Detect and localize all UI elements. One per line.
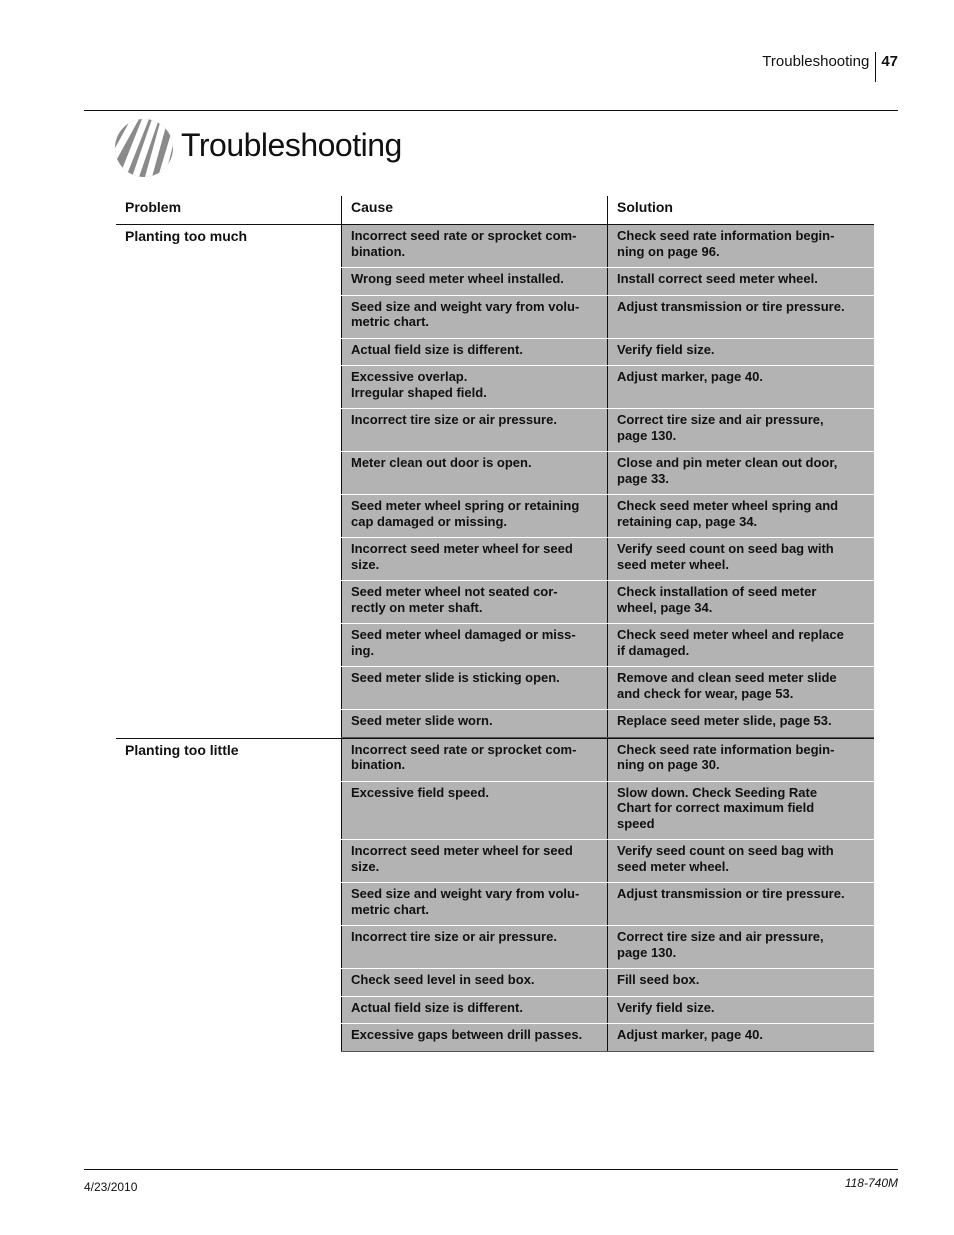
table-row [341,624,874,667]
cause-cell: Seed meter wheel damaged or miss- ing. [341,624,607,666]
solution-cell: Verify seed count on seed bag with seed meter wheel. [607,840,874,882]
cause-solution-rows [341,739,874,1052]
solution-cell: Adjust marker, page 40. [607,1024,874,1051]
table-row [341,1024,874,1052]
column-header-problem: Problem [125,199,182,215]
column-header-solution: Solution [607,196,874,224]
cause-cell: Incorrect seed meter wheel for seed size. [341,538,607,580]
cause-cell: Seed meter wheel spring or retaining cap damaged or missing. [341,495,607,537]
cause-cell: Seed meter slide worn. [341,710,607,737]
problem-group [116,225,874,738]
cause-cell: Seed meter wheel not seated cor- rectly on meter shaft. [341,581,607,623]
solution-cell: Verify field size. [607,339,874,366]
cause-cell: Check seed level in seed box. [341,969,607,996]
solution-cell: Adjust marker, page 40. [607,366,874,408]
running-header [762,52,898,82]
solution-cell: Fill seed box. [607,969,874,996]
table-row [341,710,874,738]
table-row [341,366,874,409]
cause-cell: Incorrect tire size or air pressure. [341,926,607,968]
footer-date: 4/23/2010 [84,1180,138,1194]
table-row [341,883,874,926]
page-title: Troubleshooting [181,127,402,163]
problem-cell: Planting too much [125,228,248,244]
solution-cell: Correct tire size and air pressure, page 130. [607,409,874,451]
cause-cell: Excessive field speed. [341,782,607,840]
top-rule [84,110,898,111]
cause-cell: Excessive gaps between drill passes. [341,1024,607,1051]
cause-cell: Meter clean out door is open. [341,452,607,494]
solution-cell: Adjust transmission or tire pressure. [607,883,874,925]
table-row [341,926,874,969]
solution-cell: Verify seed count on seed bag with seed meter wheel. [607,538,874,580]
problem-cell: Planting too little [125,741,239,758]
column-header-cause: Cause [341,196,607,224]
table-row [341,969,874,997]
table-row [341,739,874,782]
cause-cell: Seed size and weight vary from volu- metric chart. [341,883,607,925]
table-row [341,667,874,710]
table-row [341,339,874,367]
table-row [341,581,874,624]
solution-cell: Adjust transmission or tire pressure. [607,296,874,338]
cause-cell: Seed meter slide is sticking open. [341,667,607,709]
table-row [341,840,874,883]
solution-cell: Check seed rate information begin- ning on page 30. [607,739,874,781]
cause-cell: Incorrect seed meter wheel for seed size. [341,840,607,882]
solution-cell: Install correct seed meter wheel. [607,268,874,295]
cause-cell: Incorrect seed rate or sprocket com- bination. [341,739,607,781]
table-body [116,225,874,1052]
table-header-row [116,196,874,225]
cause-cell: Incorrect tire size or air pressure. [341,409,607,451]
solution-cell: Check seed meter wheel and replace if damaged. [607,624,874,666]
table-row [341,452,874,495]
cause-cell: Actual field size is different. [341,339,607,366]
table-row [341,225,874,268]
solution-cell: Replace seed meter slide, page 53. [607,710,874,737]
cause-cell: Actual field size is different. [341,997,607,1024]
cause-cell: Wrong seed meter wheel installed. [341,268,607,295]
troubleshooting-table [116,196,874,1052]
cause-solution-rows [341,225,874,738]
cause-cell: Seed size and weight vary from volu- metric chart. [341,296,607,338]
solution-cell: Slow down. Check Seeding Rate Chart for correct maximum field speed [607,782,874,840]
table-row [341,296,874,339]
solution-cell: Check seed rate information begin- ning on page 96. [607,225,874,267]
bottom-rule [84,1169,898,1170]
table-row [341,409,874,452]
striped-circle-logo-icon [115,119,173,177]
table-row [341,268,874,296]
solution-cell: Close and pin meter clean out door, page 33. [607,452,874,494]
table-row [341,538,874,581]
footer-doc-number: 118-740M [844,1176,898,1190]
header-section-name: Troubleshooting [762,53,870,70]
solution-cell: Remove and clean seed meter slide and check for wear, page 53. [607,667,874,709]
solution-cell: Verify field size. [607,997,874,1024]
cause-cell: Incorrect seed rate or sprocket com- bination. [341,225,607,267]
solution-cell: Correct tire size and air pressure, page 130. [607,926,874,968]
problem-group [116,738,874,1052]
solution-cell: Check installation of seed meter wheel, page 34. [607,581,874,623]
table-row [341,495,874,538]
table-row [341,782,874,841]
cause-cell: Excessive overlap. Irregular shaped field. [341,366,607,408]
table-row [341,997,874,1025]
solution-cell: Check seed meter wheel spring and retaining cap, page 34. [607,495,874,537]
header-page-number: 47 [881,53,898,70]
